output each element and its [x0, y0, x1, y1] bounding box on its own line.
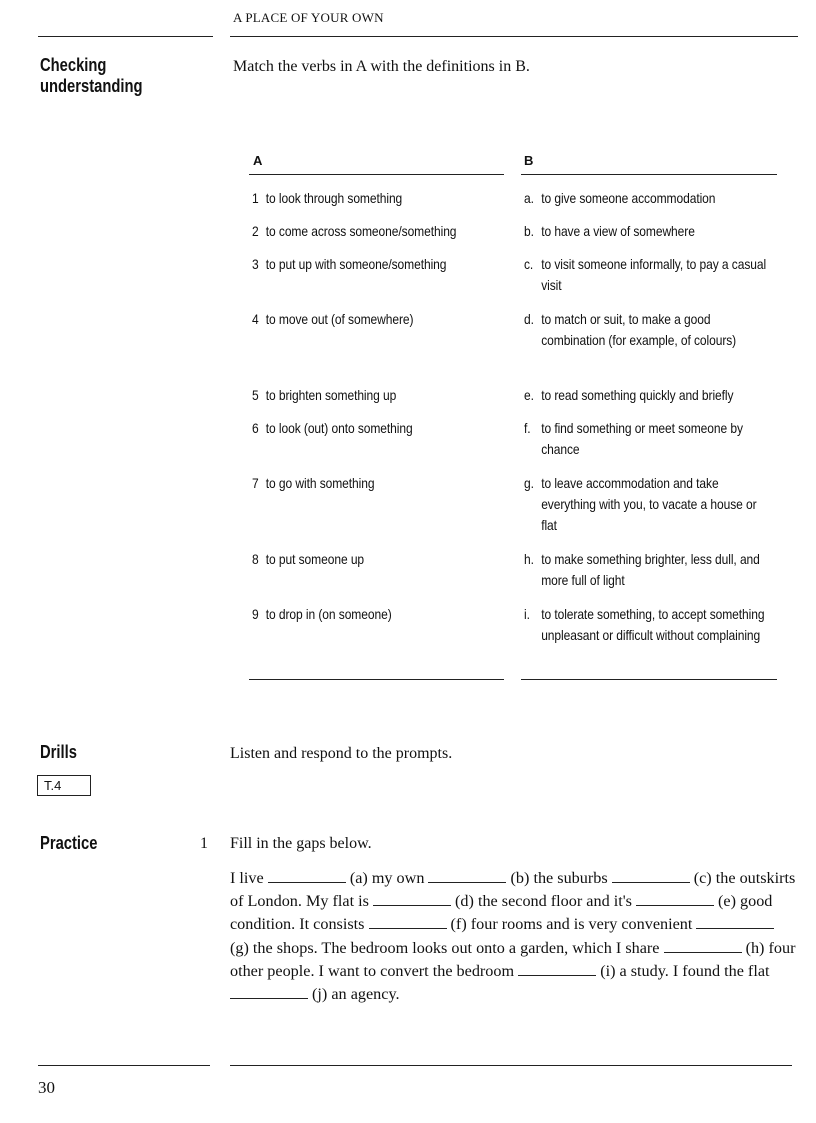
gap-blank[interactable] — [612, 868, 690, 883]
gap-fill-text: (a) my own — [349, 869, 425, 887]
checking-heading-line2: understanding — [40, 76, 143, 96]
definition-item: h. to make something brighter, less dull, and more full of light — [524, 551, 760, 588]
verb-item: 4 to move out (of somewhere) — [252, 311, 414, 327]
gap-blank[interactable] — [636, 891, 714, 906]
definition-item: g. to leave accommodation and take everything with you, to vacate a house or flat — [524, 475, 757, 533]
exercise-number: 1 — [200, 835, 208, 852]
checking-heading — [40, 55, 143, 97]
bottom-rule-left — [38, 1065, 210, 1066]
page-number: 30 — [38, 1078, 55, 1097]
definition-item: i. to tolerate something, to accept something unpleasant or difficult without complaining — [524, 606, 765, 643]
column-b-top-rule — [521, 174, 777, 175]
column-a-label: A — [253, 153, 263, 168]
gap-blank[interactable] — [664, 938, 742, 953]
gap-fill-text: (b) the suburbs — [510, 869, 608, 887]
top-rule-left — [38, 36, 213, 37]
verb-item: 3 to put up with someone/something — [252, 256, 447, 272]
drills-instruction: Listen and respond to the prompts. — [230, 745, 453, 762]
gap-fill-text: I live — [230, 869, 264, 887]
gap-blank[interactable] — [373, 891, 451, 906]
gap-blank[interactable] — [696, 914, 774, 929]
gap-blank[interactable] — [369, 914, 447, 929]
definition-item: c. to visit someone informally, to pay a casual visit — [524, 256, 767, 293]
practice-heading: Practice — [40, 833, 98, 853]
running-head: A PLACE OF YOUR OWN — [233, 10, 384, 25]
gap-fill-text: (e) good condition. It consists — [230, 892, 773, 934]
verb-item: 2 to come across someone/something — [252, 223, 457, 239]
gap-fill-text: (g) the shops. The bedroom looks out onto a garden, which I share — [230, 938, 660, 957]
verb-item: 7 to go with something — [252, 475, 375, 491]
gap-fill-text: (j) an agency. — [312, 985, 400, 1004]
definition-item: e. to read something quickly and briefly — [524, 387, 734, 403]
column-a-top-rule — [249, 174, 504, 175]
drills-heading: Drills — [40, 742, 77, 762]
gap-blank[interactable] — [428, 868, 506, 883]
column-a-bottom-rule — [249, 679, 504, 680]
checking-instruction: Match the verbs in A with the definitions in B. — [233, 58, 530, 75]
gap-fill-text: (i) a study. I found the flat — [600, 961, 770, 980]
definition-item: b. to have a view of somewhere — [524, 223, 695, 239]
verb-item: 8 to put someone up — [252, 551, 365, 567]
verb-item: 9 to drop in (on someone) — [252, 606, 392, 622]
column-b-label: B — [524, 153, 534, 168]
gap-blank[interactable] — [518, 961, 596, 976]
gap-fill-text: (d) the second floor and it's — [455, 892, 632, 911]
gap-fill-text: (h) four other people. I want to convert the bedroom — [230, 938, 796, 980]
practice-instruction: Fill in the gaps below. — [230, 835, 372, 852]
gap-fill-text: (f) four rooms and is very convenient — [450, 915, 693, 934]
column-b-bottom-rule — [521, 679, 777, 680]
gap-fill-paragraph — [230, 867, 796, 1006]
checking-heading-line1: Checking — [40, 55, 107, 75]
top-rule-right — [230, 36, 798, 37]
tape-badge: T.4 — [37, 775, 91, 796]
gap-blank[interactable] — [268, 868, 346, 883]
verb-item: 6 to look (out) onto something — [252, 420, 413, 436]
gap-fill-text: (c) the outskirts of London. My flat is — [230, 869, 796, 911]
definition-item: a. to give someone accommodation — [524, 190, 716, 206]
bottom-rule-right — [230, 1065, 792, 1066]
verb-item: 1 to look through something — [252, 190, 403, 206]
definition-item: d. to match or suit, to make a good combination (for example, of colours) — [524, 311, 737, 348]
gap-blank[interactable] — [230, 984, 308, 999]
definition-item: f. to find something or meet someone by chance — [524, 420, 743, 457]
verb-item: 5 to brighten something up — [252, 387, 397, 403]
